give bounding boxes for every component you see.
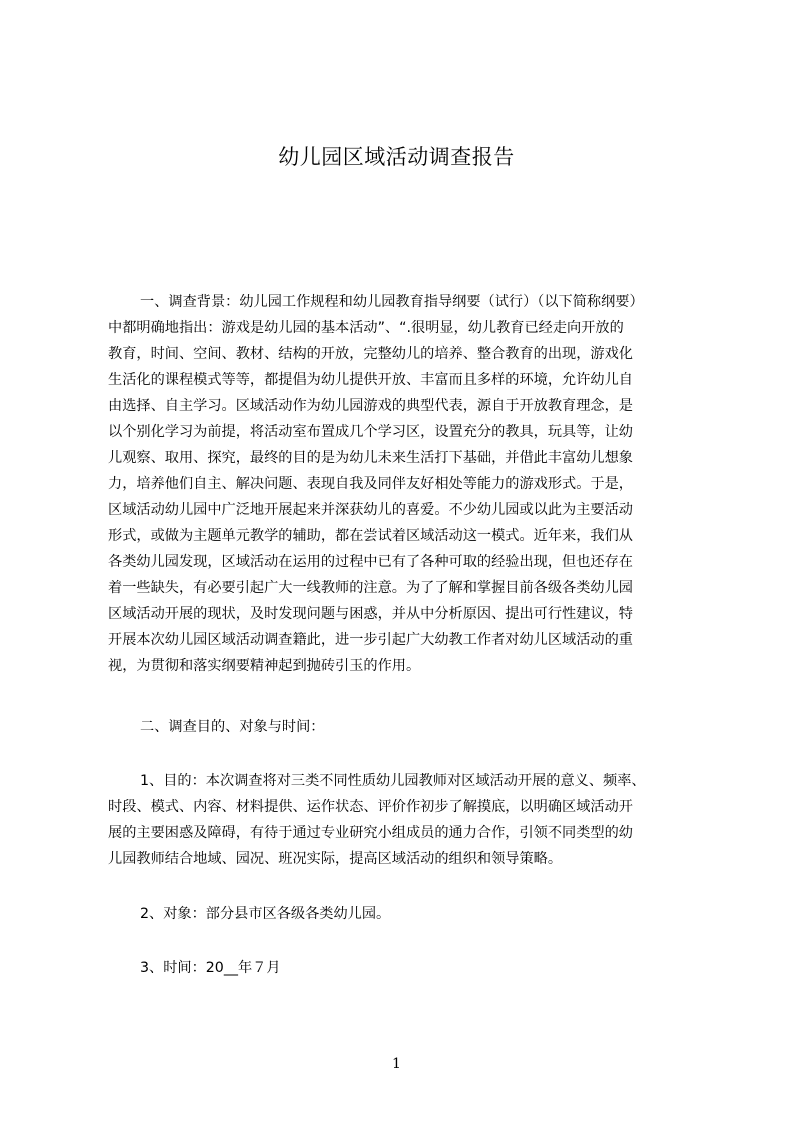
paragraph-line: 着一些缺失，有必要引起广大一线教师的注意。为了了解和掌握目前各级各类幼儿园 bbox=[108, 580, 633, 596]
paragraph-line: 儿园教师结合地域、园况、班况实际，提高区域活动的组织和领导策略。 bbox=[108, 851, 563, 867]
paragraph-line: 生活化的课程模式等等，都提倡为幼儿提供开放、丰富而且多样的环境，允许幼儿自 bbox=[108, 372, 633, 388]
paragraph-line: 展的主要困惑及障碍，有待于通过专业研究小组成员的通力合作，引领不同类型的幼 bbox=[108, 825, 633, 841]
paragraph-line: 力，培养他们自主、解决问题、表现自我及同伴友好相处等能力的游戏形式。于是， bbox=[108, 476, 633, 492]
paragraph-line: 形式，或做为主题单元教学的辅助，都在尝试着区域活动这一模式。近年来，我们从 bbox=[108, 528, 633, 544]
paragraph-line: 时段、模式、内容、材料提供、运作状态、评价作初步了解摸底，以明确区域活动开 bbox=[108, 799, 633, 815]
page-number: 1 bbox=[392, 1056, 401, 1072]
paragraph-line: 区域活动幼儿园中广泛地开展起来并深获幼儿的喜爱。不少幼儿园或以此为主要活动 bbox=[108, 502, 633, 518]
paragraph-line: 1、目的：本次调查将对三类不同性质幼儿园教师对区域活动开展的意义、频率、 bbox=[140, 773, 646, 789]
time-item: 3、时间：20__年７月 bbox=[140, 960, 281, 976]
paragraph-line: 以个别化学习为前提，将活动室布置成几个学习区，设置充分的教具，玩具等，让幼 bbox=[108, 424, 633, 440]
paragraph-line: 开展本次幼儿园区域活动调查籍此，进一步引起广大幼教工作者对幼儿区域活动的重 bbox=[108, 632, 633, 648]
paragraph-line: 一、调查背景：幼儿园工作规程和幼儿园教育指导纲要（试行）（以下简称纲要） bbox=[140, 294, 644, 310]
section-heading: 二、调查目的、对象与时间： bbox=[140, 719, 325, 735]
paragraph-line: 各类幼儿园发现，区域活动在运用的过程中已有了各种可取的经验出现，但也还存在 bbox=[108, 554, 633, 570]
document-title: 幼儿园区域活动调查报告 bbox=[278, 145, 515, 169]
paragraph-line: 儿观察、取用、探究，最终的目的是为幼儿未来生活打下基础，并借此丰富幼儿想象 bbox=[108, 450, 633, 466]
paragraph-line: 视，为贯彻和落实纲要精神起到抛砖引玉的作用。 bbox=[108, 658, 421, 674]
paragraph-line: 中都明确地指出：游戏是幼儿园的基本活动”、“.很明显，幼儿教育已经走向开放的 bbox=[108, 320, 624, 336]
paragraph-line: 教育，时间、空间、教材、结构的开放，完整幼儿的培养、整合教育的出现，游戏化 bbox=[108, 346, 633, 362]
object-item: 2、对象：部分县市区各级各类幼儿园。 bbox=[140, 906, 391, 922]
paragraph-line: 区域活动开展的现状，及时发现问题与困惑，并从中分析原因、提出可行性建议，特 bbox=[108, 606, 633, 622]
paragraph-line: 由选择、自主学习。区域活动作为幼儿园游戏的典型代表，源自于开放教育理念，是 bbox=[108, 398, 633, 414]
